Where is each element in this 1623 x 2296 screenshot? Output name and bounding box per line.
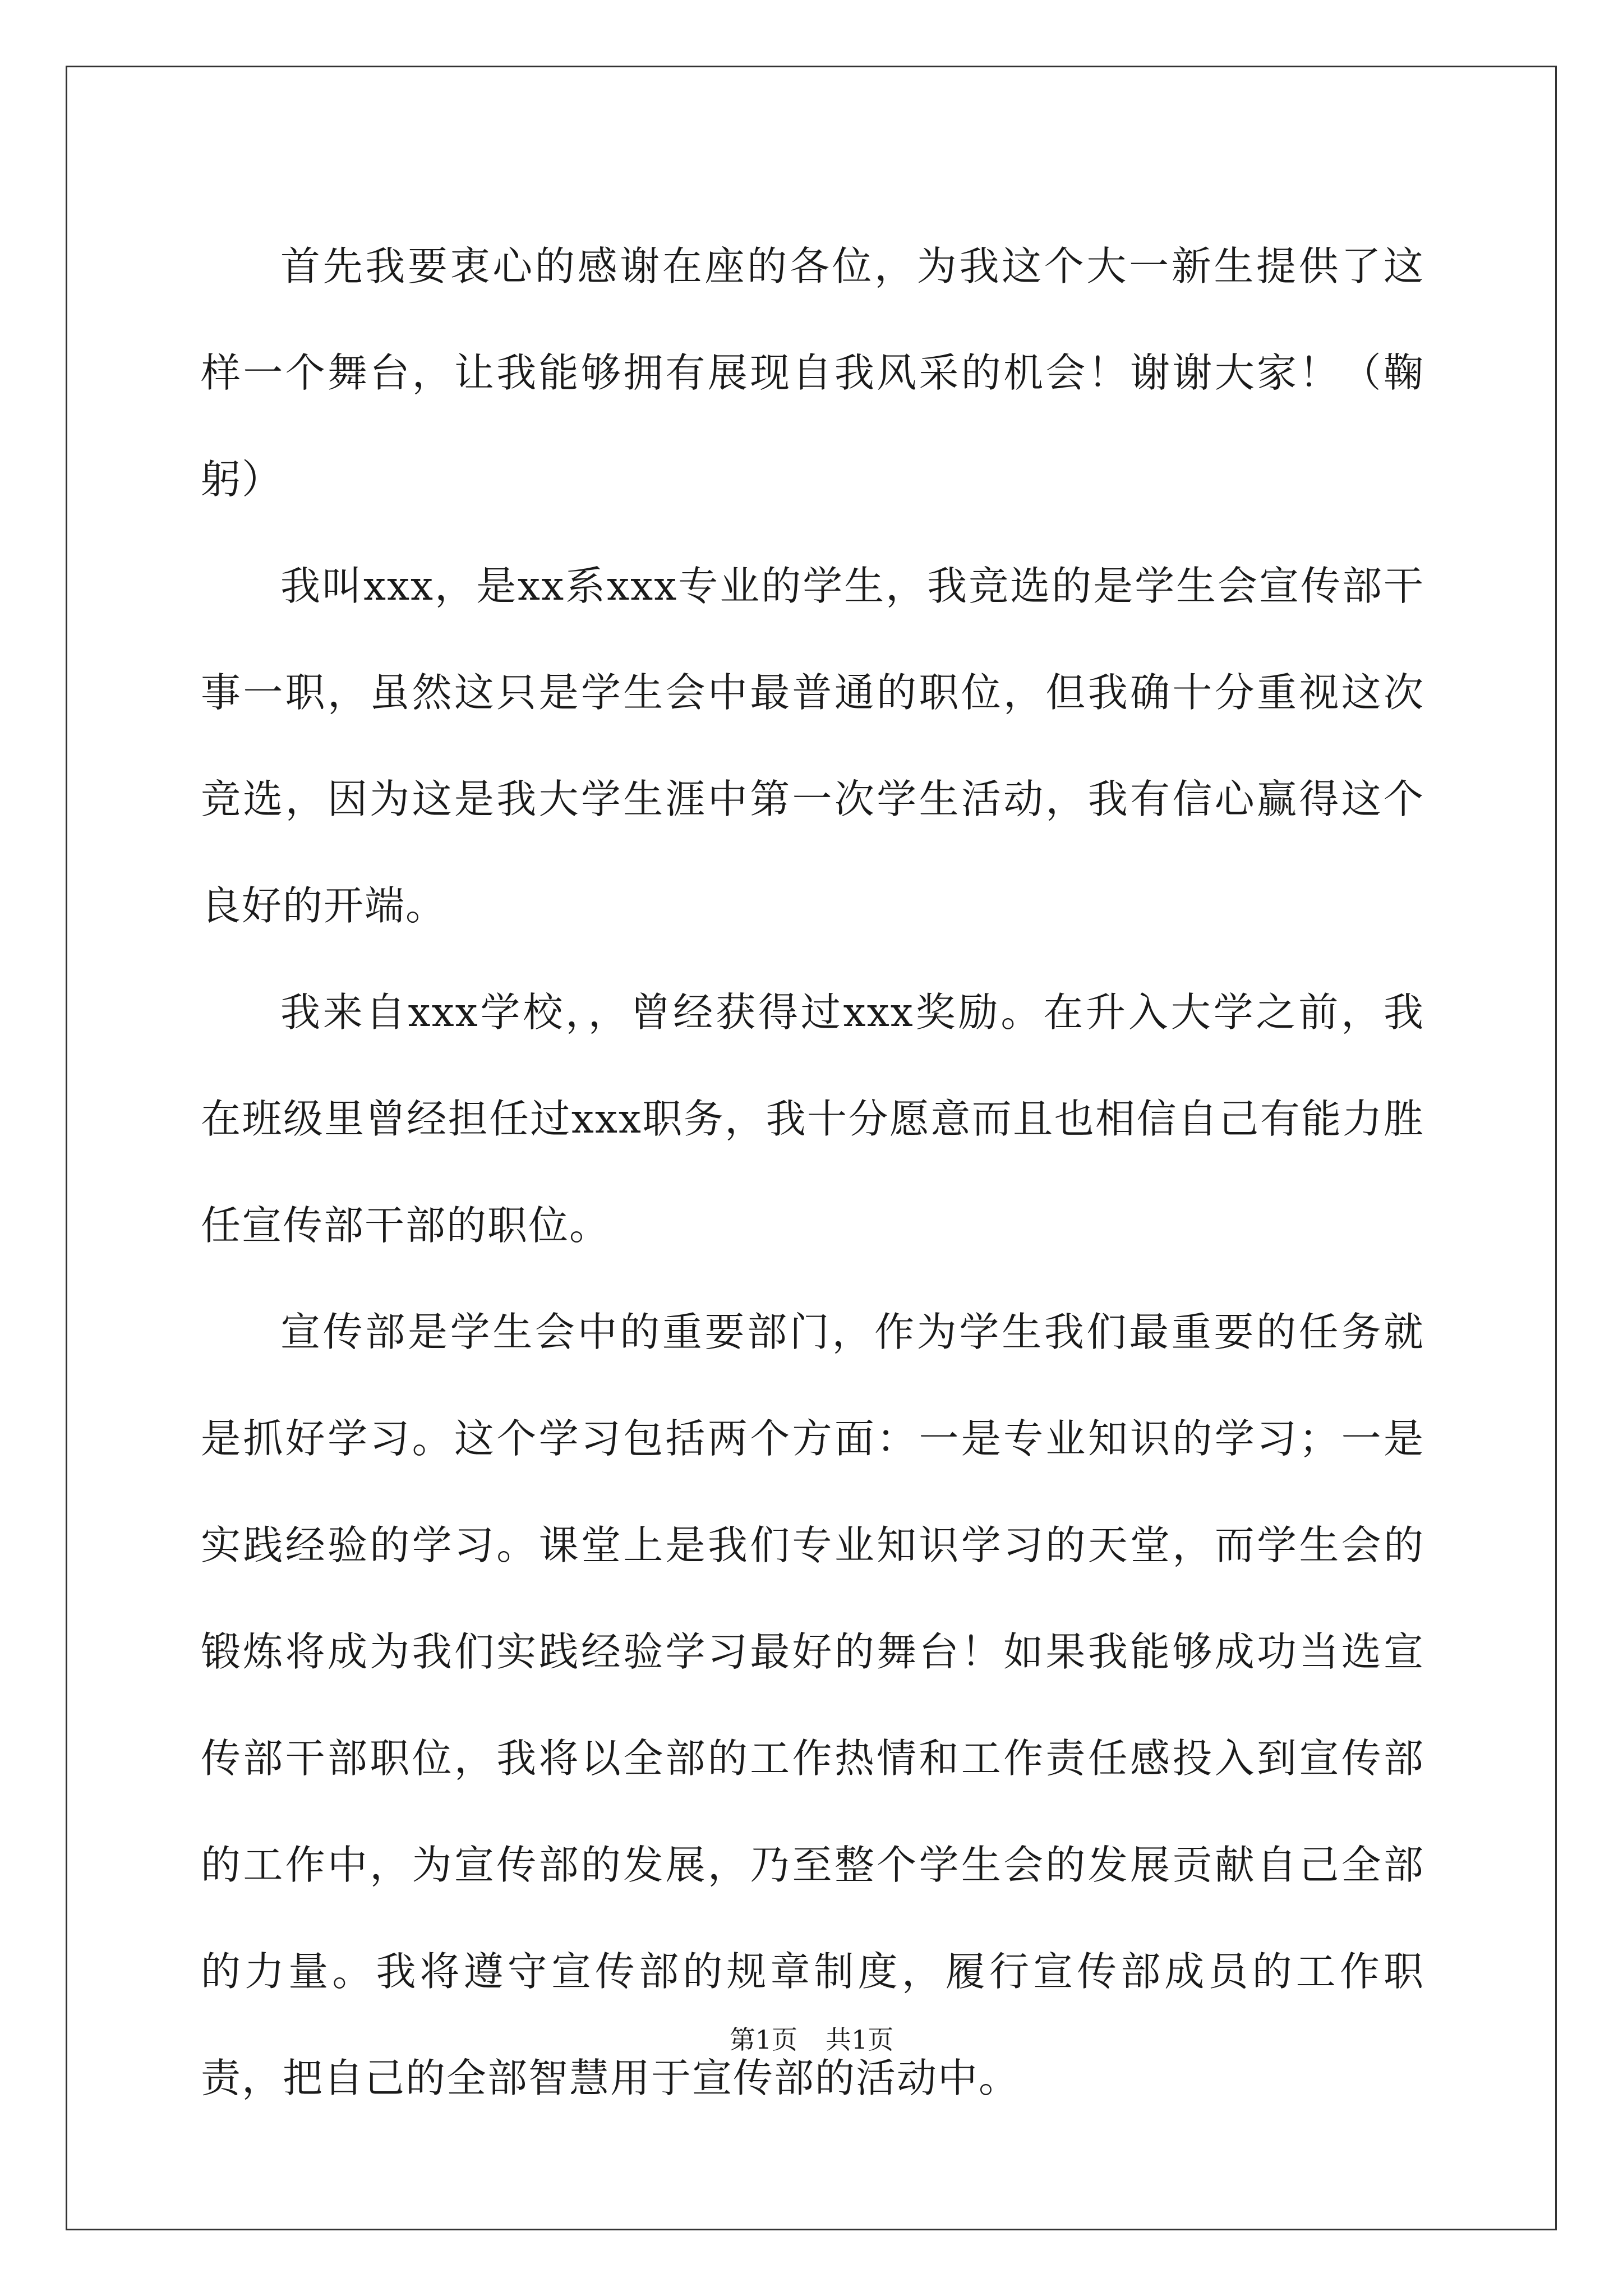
page-number: 第1页 <box>729 2024 797 2055</box>
page-footer <box>0 2019 1623 2056</box>
document-body <box>201 213 1424 2132</box>
page-total: 共1页 <box>826 2024 894 2055</box>
paragraph-2: 我叫xxx，是xx系xxx专业的学生，我竞选的是学生会宣传部干事一职，虽然这只是学生会中最普通的职位，但我确十分重视这次竞选，因为这是我大学生涯中第一次学生活动，我有信心赢得这个良好的开端。 <box>201 563 1424 929</box>
paragraph-1: 首先我要衷心的感谢在座的各位，为我这个大一新生提供了这样一个舞台，让我能够拥有展现自我风采的机会！谢谢大家！（鞠躬） <box>201 243 1424 503</box>
paragraph-4: 宣传部是学生会中的重要部门，作为学生我们最重要的任务就是抓好学习。这个学习包括两个方面：一是专业知识的学习；一是实践经验的学习。课堂上是我们专业知识学习的天堂，而学生会的锻炼将成为我们实践经验学习最好的舞台！如果我能够成功当选宣传部干部职位，我将以全部的工作热情和工作责任感投入到宣传部的工作中，为宣传部的发展，乃至整个学生会的发展贡献自己全部的力量。我将遵守宣传部的规章制度，履行宣传部成员的工作职责，把自己的全部智慧用于宣传部的活动中。 <box>201 1309 1424 2101</box>
paragraph-3: 我来自xxx学校，，曾经获得过xxx奖励。在升入大学之前，我在班级里曾经担任过xxx职务，我十分愿意而且也相信自己有能力胜任宣传部干部的职位。 <box>201 989 1424 1249</box>
